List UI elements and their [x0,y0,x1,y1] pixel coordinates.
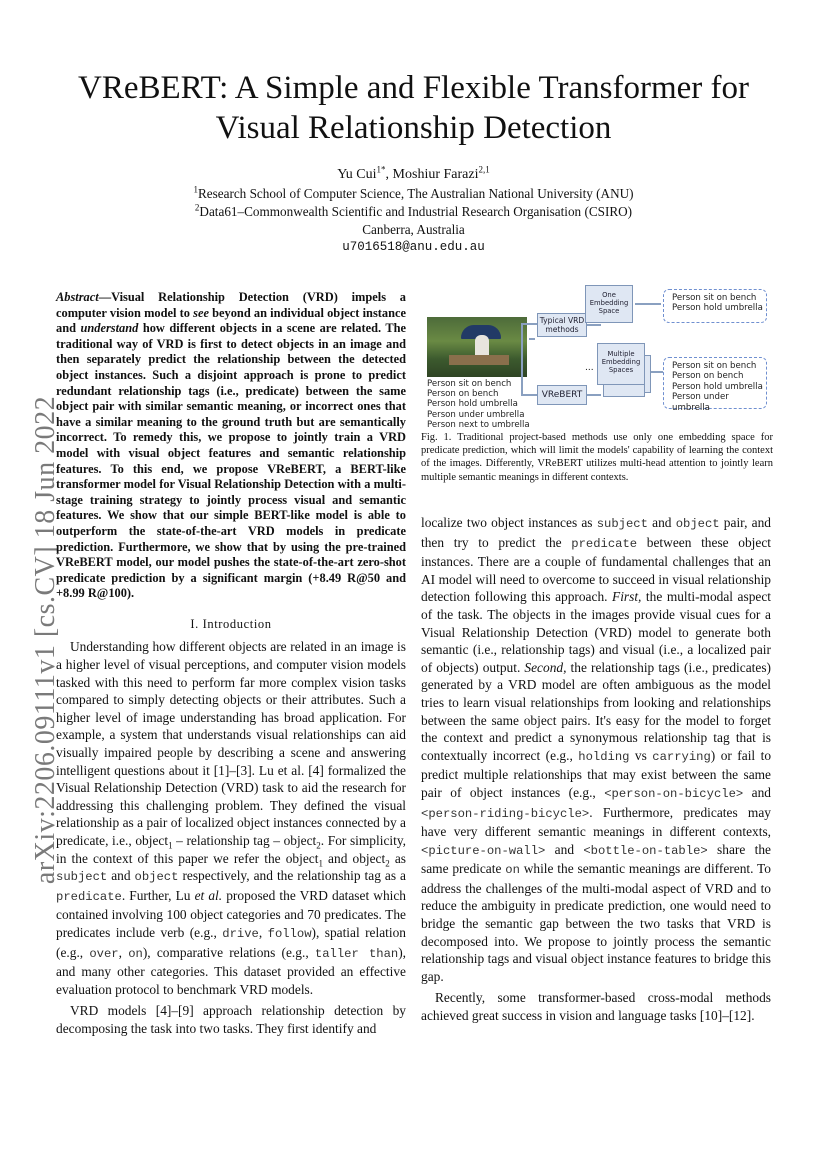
section-heading-introduction: I. Introduction [190,616,272,631]
figure-input-relation: Person hold umbrella [427,399,518,410]
right-column [421,514,771,1027]
left-column [56,290,406,1040]
figure-output-relation: Person on bench [672,371,744,382]
intro-paragraph-1: Understanding how different objects are related in an image is a higher level of visual perceptions, and computer vision models tasked with this need to perform far more complex vision tasks compared to simply detecting objects or their attributes. Such a higher level of image understanding has broad application. For example, a system that understands visual relationships can aid visually impaired people by describing a scene and answering intelligent questions about it [1]–[3]. Lu et al. [4] formalized the Visual Relationship Detection (VRD) task to aid the research for addressing this challenging problem. They defined the visual relationship as a pair of localized object instances connected by a predicate, i.e., object$_1$ – relationship tag – object$_2$. For simplicity, in the context of this paper we refer the object$_1$ and object$_2$ as subject and object respectively, and the relationship tag as a predicate. Further, Lu et al. proposed the VRD dataset which contained involving 100 object categories and 70 predicates. The predicates include verb (e.g., drive, follow), spatial relation (e.g., over, on), comparative relations (e.g., taller than), and many other categories. This dataset provided an effective evaluation protocol to benchmark VRD models. [56,639,407,997]
figure-input-relations [427,379,530,430]
affiliation-2-sup: 2 [194,202,200,213]
figure-output-multi-space [663,357,767,413]
figure-connector [587,394,601,396]
figure-connector [521,394,537,396]
figure-connector [651,371,663,373]
author-1-sup: 1* [376,164,386,175]
author-separator: , [385,167,393,182]
figure-vrebert-box: VReBERT [537,385,587,405]
affiliation-1-sup: 1 [193,184,198,195]
figure-output-one-space [663,289,767,323]
author-1: Yu Cui [337,167,377,182]
figure-typical-vrd-box: Typical VRD methods [537,313,587,337]
affiliation-1 [0,185,827,202]
bench-shape [449,355,509,365]
author-email[interactable]: u7016518@anu.edu.au [342,240,485,254]
figure-connector [635,303,661,305]
intro-paragraph-2: VRD models [4]–[9] approach relationship detection by decomposing the task into two tasks. They first identify and [56,1003,406,1036]
figure-input-relation: Person next to umbrella [427,419,530,430]
figure-connector [529,338,535,340]
abstract [56,290,406,602]
figure-output-relation: Person under umbrella [672,392,729,413]
affiliation-3: Canberra, Australia [362,222,465,237]
figure-connector [521,323,537,325]
affiliation-1-text: Research School of Computer Science, The Australian National University (ANU) [197,186,634,201]
figure-one-embedding-space: One Embedding Space [585,285,633,323]
abstract-emph-see: see [193,305,209,320]
figure-photo [427,317,527,377]
abstract-text-3: how different objects in a scene are related. The traditional way of VRD is first to detect objects in an image and then separately predict the relationship between the detected object instances. Such a disjoint approach is prone to predict redundant relationship tags (i.e., predicate) between the same object pair with similar semantic meaning, or incorrect ones that have a similar meaning to the ground truth but are semantically incorrect. To remedy this, we propose to jointly train a VRD model with visual object features and semantic relationship features. To this end, we propose VReBERT, a BERT-like transformer model for Visual Relationship Detection with a multi-stage training strategy to jointly process visual and semantic features. We show that our simple BERT-like model is able to outperform the state-of-the-art VRD models in predicate prediction. Furthermore, we show that by using the pre-trained VReBERT model, our model pushes the state-of-the-art zero-shot predicate prediction by a significant margin (+8.49 R@50 and +8.99 R@100). [56,321,407,601]
figure-output-relation: Person sit on bench [672,361,757,371]
abstract-label: Abstract [56,290,99,304]
author-line [0,166,827,184]
right-paragraph-1: localize two object instances as subject and object pair, and then try to predict the predicate between these object instances. There are a couple of fundamental challenges that an AI model will need to overcome to succeed in visual relationship detection following this approach. First, the multi-modal aspect of the task. The objects in the images provide visual cues for a Visual Relationship Detection (VRD) model to generate both semantic (i.e., relationship tags) and visual (i.e., a localized pair of objects) output. Second, the relationship tags (i.e., predicates) generated by a VRD model are often ambiguous as the model tries to learn visual relationships from looking and relationships between the same object pairs. It's easy for the model to forget the context and predict a synonymous relationship tag that is contextually incorrect (e.g., holding vs carrying) or fail to predict multiple relationships that may exist between the same pair of object instances (e.g., <person-on-bicycle> and <person-riding-bicycle>. Furthermore, predicates may have very different semantic meanings in different contexts, <picture-on-wall> and <bottle-on-table> share the same predicate on while the semantic meanings are different. To address the challenges of the multi-modal aspect of VRD and to reduce the ambiguity in predicate prediction, one would need to bridge the semantic gap between the two tasks that VRD is decomposed into. We propose to jointly process the semantic relationship tags and visual object instance features to bridge this gap. [421,515,772,984]
figure-multiple-embedding-spaces: Multiple Embedding Spaces [597,343,645,385]
figure-1-caption: Fig. 1. Traditional project-based methods use only one embedding space for predicate prediction, which will limit the models' capability of learning the context of the images. Differently, VReBERT utilizes multi-head attention to jointly learn multiple semantic meanings in different contexts. [421,432,773,483]
affiliation-2-text: Data61–Commonwealth Scientific and Industrial Research Organisation (CSIRO) [199,204,633,219]
figure-output-relation: Person sit on bench [672,293,757,303]
figure-input-relation: Person sit on bench [427,379,512,389]
author-2: Moshiur Farazi [392,167,479,182]
paper-title: VReBERT: A Simple and Flexible Transformer for Visual Relationship Detection [77,70,749,146]
abstract-text-2: beyond an individual object instance and [56,305,406,336]
right-paragraph-2: Recently, some transformer-based cross-modal methods achieved great success in vision and language tasks [10]–[12]. [421,990,771,1024]
arxiv-stamp-text: arXiv:2206.09111v1 [cs.CV] 18 Jun 2022 [30,395,61,885]
figure-output-relation: Person hold umbrella [672,381,763,392]
figure-connector [521,323,523,395]
affiliation-2 [0,203,827,220]
figure-connector [587,324,601,326]
author-2-sup: 2,1 [478,164,490,175]
figure-input-relation: Person on bench [427,389,499,400]
figure-input-relation: Person under umbrella [427,409,525,420]
abstract-emph-understand: understand [80,321,139,336]
figure-1 [423,283,773,430]
abstract-text-1: —Visual Relationship Detection (VRD) impels a computer vision model to [56,290,406,320]
figure-output-relation: Person hold umbrella [672,303,763,314]
figure-ellipsis: ... [585,363,594,373]
